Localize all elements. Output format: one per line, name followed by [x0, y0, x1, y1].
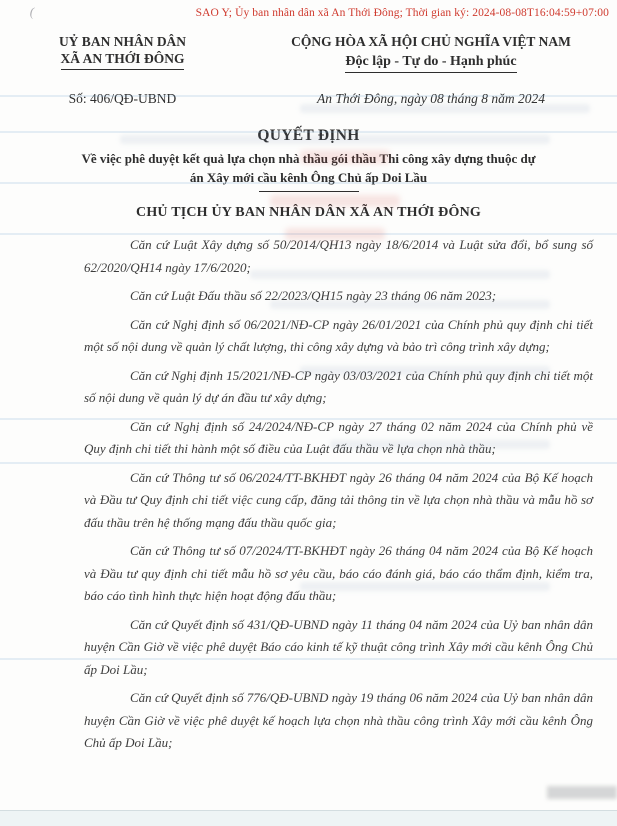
document-meta-row — [0, 91, 617, 107]
digital-signature-stamp-line: SAO Y; Ủy ban nhân dân xã An Thới Đông; Thời gian ký: 2024-08-08T16:04:59+07:00 — [195, 7, 609, 19]
document-header — [0, 33, 617, 70]
document-type-title: QUYẾT ĐỊNH — [257, 127, 360, 144]
legal-basis-paragraph: Căn cứ Quyết định số 431/QĐ-UBND ngày 11 tháng 04 năm 2024 của Uỷ ban nhân dân huyện Cần Giờ về việc phê duyệt Báo cáo kinh tế kỹ thuật công trình Xây mới cầu kênh Ông Chủ ấp Doi Lầu; — [84, 616, 593, 677]
legal-basis-paragraph: Căn cứ Thông tư số 07/2024/TT-BKHĐT ngày 26 tháng 04 năm 2024 của Bộ Kế hoạch và Đầu tư quy định chi tiết mẫu hồ sơ yêu cầu, báo cáo đánh giá, báo cáo thẩm định, kiểm tra, báo cáo tình hình thực hiện hoạt động đấu thầu; — [84, 543, 593, 603]
document-number: Số: 406/QĐ-UBND — [68, 91, 177, 106]
issuing-authority-title: CHỦ TỊCH ỦY BAN NHÂN DÂN XÃ AN THỚI ĐÔNG — [136, 205, 481, 220]
issuing-org-name: UỶ BAN NHÂN DÂN — [58, 34, 187, 49]
national-motto-text: Độc lập - Tự do - Hạnh phúc — [345, 54, 516, 73]
legal-basis-paragraph: Căn cứ Luật Đấu thầu số 22/2023/QH15 ngày 23 tháng 06 năm 2023; — [130, 288, 497, 303]
document-subject: Về việc phê duyệt kết quả lựa chọn nhà thầu gói thầu Thi công xây dựng thuộc dự án Xây mới cầu kênh Ông Chủ ấp Doi Lầu — [81, 151, 536, 185]
issuing-org-block — [0, 33, 245, 70]
place-and-date: An Thới Đông, ngày 08 tháng 8 năm 2024 — [316, 91, 546, 106]
legal-basis-section — [0, 234, 617, 755]
national-motto — [245, 53, 617, 70]
issuing-org-commune — [0, 50, 245, 67]
legal-basis-paragraph: Căn cứ Nghị định 15/2021/NĐ-CP ngày 03/03/2021 của Chính phủ quy định chi tiết một số nội dung về quản lý dự án đầu tư xây dựng; — [84, 367, 593, 405]
scan-edge-band — [0, 810, 617, 826]
national-motto-block — [245, 33, 617, 70]
legal-basis-paragraph: Căn cứ Nghị định số 24/2024/NĐ-CP ngày 27 tháng 02 năm 2024 của Chính phủ về Quy định chi tiết thi hành một số điều của Luật đấu thầu về lựa chọn nhà thầu; — [84, 418, 593, 456]
legal-basis-paragraph: Căn cứ Luật Xây dựng số 50/2014/QH13 ngày 18/6/2014 và Luật sửa đổi, bổ sung số 62/2020/QH14 ngày 17/6/2020; — [84, 237, 593, 275]
title-underline — [259, 191, 359, 192]
national-title: CỘNG HÒA XÃ HỘI CHỦ NGHĨA VIỆT NAM — [291, 34, 571, 49]
legal-basis-paragraph: Căn cứ Thông tư số 06/2024/TT-BKHĐT ngày 26 tháng 04 năm 2024 của Bộ Kế hoạch và Đầu tư Quy định chi tiết việc cung cấp, đăng tải thông tin về lựa chọn nhà thầu và mẫu hồ sơ đấu thầu trên hệ thống mạng đấu thầu quốc gia; — [84, 469, 593, 530]
scan-shadow-artifact — [547, 786, 617, 799]
legal-basis-paragraph: Căn cứ Quyết định số 776/QĐ-UBND ngày 19 tháng 06 năm 2024 của Uỷ ban nhân dân huyện Cần Giờ về việc phê duyệt kế hoạch lựa chọn nhà thầu công trình Xây mới cầu kênh Ông Chủ ấp Doi Lầu; — [84, 690, 593, 750]
pen-mark-artifact: ( — [28, 3, 36, 20]
issuing-org-commune-text: XÃ AN THỚI ĐÔNG — [61, 51, 185, 70]
title-block — [0, 127, 617, 221]
legal-basis-paragraph: Căn cứ Nghị định số 06/2021/NĐ-CP ngày 26/01/2021 của Chính phủ quy định chi tiết một số nội dung về quản lý chất lượng, thi công xây dựng và bảo trì công trình xây dựng; — [84, 316, 593, 354]
